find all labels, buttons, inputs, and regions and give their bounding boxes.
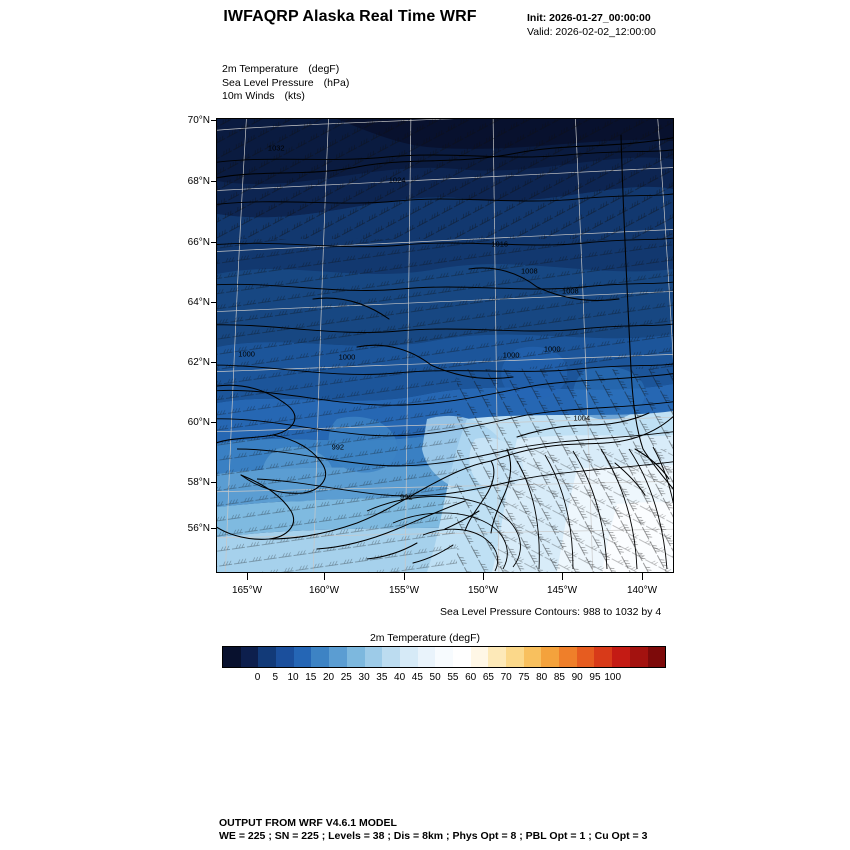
colorbar-title: 2m Temperature (degF) (369, 632, 481, 644)
contour-label: 1008 (562, 286, 579, 296)
footer-line-2: WE = 225 ; SN = 225 ; Levels = 38 ; Dis = 8km ; Phys Opt = 8 ; PBL Opt = 1 ; Cu Opt = 3 (219, 830, 648, 842)
colorbar-tick-label: 55 (447, 672, 459, 683)
colorbar-tick-label: 15 (305, 672, 317, 683)
field-name: 2m Temperature (222, 63, 299, 75)
field-name: Sea Level Pressure (222, 76, 314, 89)
y-tick-label: 56°N (187, 523, 210, 534)
contour-label: 1016 (491, 239, 509, 249)
model-output-footer (219, 817, 647, 843)
contour-label: 1000 (338, 352, 356, 362)
colorbar-tick-label: 85 (553, 672, 565, 683)
colorbar-swatch (488, 647, 506, 667)
colorbar-tick-label: 95 (589, 672, 601, 683)
field-list (222, 63, 349, 104)
colorbar-tick-label: 100 (604, 672, 622, 683)
x-tick-label: 145°W (546, 585, 578, 596)
valid-time: Valid: 2026-02-02_12:00:00 (527, 26, 656, 38)
colorbar-tick-labels (222, 670, 666, 686)
contour-label: 1024 (388, 175, 406, 185)
y-tick-label: 66°N (187, 237, 210, 248)
colorbar (222, 646, 666, 668)
x-axis-ticks (180, 573, 720, 582)
contour-label: 1000 (238, 349, 255, 359)
field-unit: (kts) (284, 90, 305, 102)
contour-label: 1008 (521, 266, 538, 276)
colorbar-swatch (382, 647, 400, 667)
colorbar-swatch (524, 647, 542, 667)
colorbar-tick-label: 70 (500, 672, 512, 683)
colorbar-swatch (311, 647, 329, 667)
colorbar-tick-label: 75 (518, 672, 530, 683)
map-plot-area[interactable] (216, 118, 674, 573)
field-unit: (hPa) (323, 76, 350, 89)
x-axis-labels (180, 585, 720, 601)
colorbar-swatch (453, 647, 471, 667)
colorbar-swatch (241, 647, 259, 667)
colorbar-swatch (365, 647, 383, 667)
y-tick-label: 62°N (187, 357, 210, 368)
colorbar-tick-label: 35 (376, 672, 388, 683)
y-tick-label: 68°N (187, 176, 210, 187)
contour-label: 1032 (267, 143, 285, 153)
y-tick-label: 64°N (187, 297, 210, 308)
contour-label: 992 (331, 442, 345, 452)
colorbar-swatch (648, 647, 666, 667)
x-tick-label: 155°W (388, 585, 420, 596)
contour-note: Sea Level Pressure Contours: 988 to 1032 by 4 (440, 606, 662, 618)
colorbar-tick-label: 10 (287, 672, 299, 683)
colorbar-tick-label: 90 (571, 672, 583, 683)
run-time-block (527, 11, 656, 39)
colorbar-tick-label: 0 (254, 672, 261, 683)
colorbar-swatch (347, 647, 365, 667)
y-tick-label: 60°N (187, 417, 210, 428)
contour-label: 1000 (543, 344, 561, 354)
colorbar-swatch (471, 647, 489, 667)
colorbar-tick-label: 30 (358, 672, 370, 683)
init-time: Init: 2026-01-27_00:00:00 (527, 12, 651, 24)
x-tick-label: 150°W (467, 585, 499, 596)
colorbar-tick-label: 40 (394, 672, 406, 683)
field-row (222, 77, 349, 91)
colorbar-swatch (506, 647, 524, 667)
colorbar-swatch (559, 647, 577, 667)
colorbar-tick-label: 60 (465, 672, 477, 683)
colorbar-swatch (223, 647, 241, 667)
colorbar-swatch (630, 647, 648, 667)
colorbar-swatch (594, 647, 612, 667)
y-tick-label: 70°N (187, 115, 210, 126)
colorbar-swatch (276, 647, 294, 667)
contour-label: 1004 (573, 413, 591, 423)
y-tick-label: 58°N (187, 477, 210, 488)
colorbar-tick-label: 80 (536, 672, 548, 683)
field-row (222, 63, 349, 77)
x-tick-label: 160°W (308, 585, 340, 596)
colorbar-tick-label: 5 (272, 672, 279, 683)
colorbar-swatch (577, 647, 595, 667)
colorbar-tick-label: 25 (340, 672, 352, 683)
colorbar-swatch (418, 647, 436, 667)
x-tick-label: 165°W (231, 585, 263, 596)
contour-label: 992 (399, 492, 413, 502)
colorbar-tick-label: 65 (482, 672, 494, 683)
footer-line-1: OUTPUT FROM WRF V4.6.1 MODEL (219, 817, 397, 829)
contour-label: 1000 (502, 350, 520, 360)
colorbar-tick-label: 20 (322, 672, 335, 683)
colorbar-swatch (541, 647, 559, 667)
field-name: 10m Winds (222, 90, 275, 102)
colorbar-swatch (612, 647, 630, 667)
map-svg (217, 119, 673, 572)
colorbar-swatch (258, 647, 276, 667)
field-row (222, 90, 349, 104)
colorbar-tick-label: 50 (429, 672, 441, 683)
field-unit: (degF) (308, 63, 340, 75)
colorbar-swatch (294, 647, 312, 667)
x-tick-label: 140°W (626, 585, 658, 596)
colorbar-swatch (329, 647, 347, 667)
colorbar-tick-label: 45 (411, 672, 423, 683)
colorbar-swatch (400, 647, 418, 667)
colorbar-swatch (435, 647, 453, 667)
page-title: IWFAQRP Alaska Real Time WRF (223, 8, 477, 25)
